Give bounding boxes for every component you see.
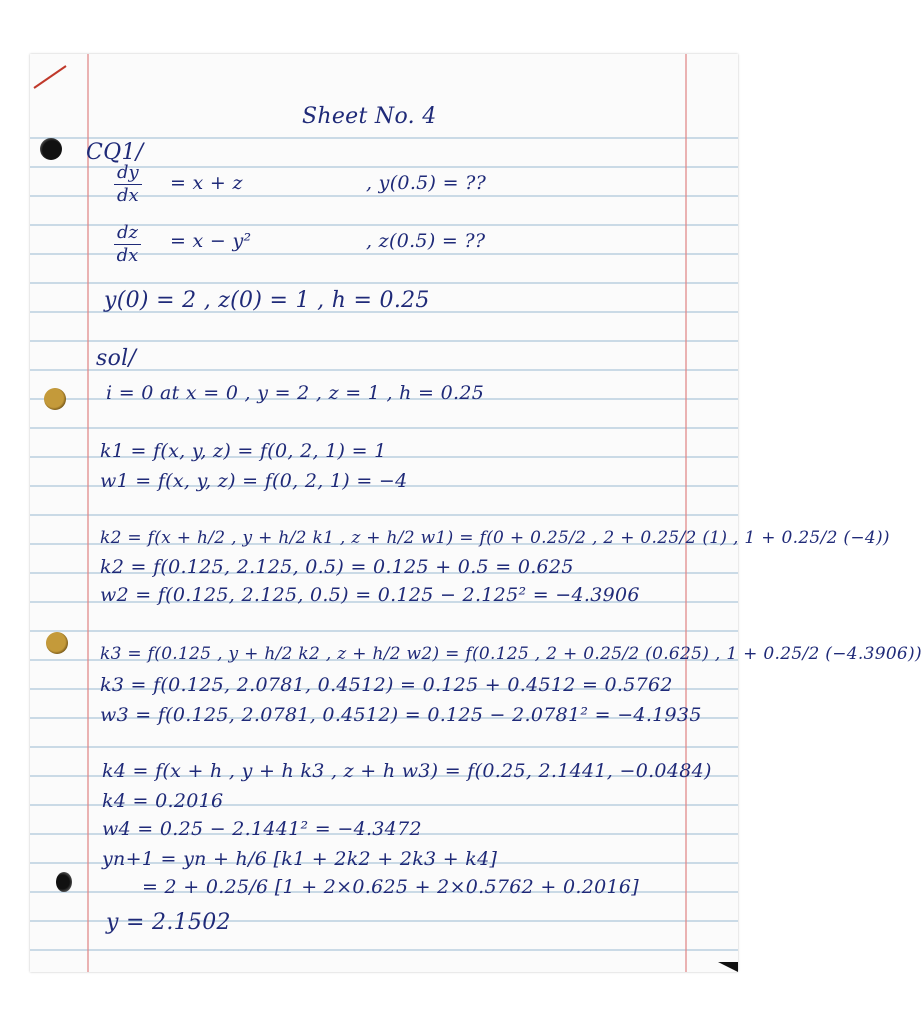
w2-value: w2 = f(0.125, 2.125, 0.5) = 0.125 − 2.125² = −4.3906 bbox=[100, 584, 640, 606]
dx-denominator-2: dx bbox=[116, 245, 139, 266]
sheet-title: Sheet No. 4 bbox=[302, 104, 437, 129]
k3-definition: k3 = f(0.125 , y + h/2 k2 , z + h/2 w2) = f(0.125 , 2 + 0.25/2 (0.625) , 1 + 0.25/2 (−4.3906)) bbox=[100, 644, 922, 664]
final-result: y = 2.1502 bbox=[106, 910, 231, 935]
k3-value: k3 = f(0.125, 2.0781, 0.4512) = 0.125 + 0.4512 = 0.5762 bbox=[100, 674, 673, 696]
equation-2-initial: , z(0.5) = ?? bbox=[366, 230, 486, 252]
k2-value: k2 = f(0.125, 2.125, 0.5) = 0.125 + 0.5 = 0.625 bbox=[100, 556, 574, 578]
w4-value: w4 = 0.25 − 2.1441² = −4.3472 bbox=[102, 818, 422, 840]
question-label: CQ1/ bbox=[86, 140, 144, 165]
dy-dx-fraction bbox=[114, 162, 142, 207]
k4-value: k4 = 0.2016 bbox=[102, 790, 224, 812]
binder-hole-2 bbox=[44, 388, 66, 410]
k2-definition: k2 = f(x + h/2 , y + h/2 k1 , z + h/2 w1) = f(0 + 0.25/2 , 2 + 0.25/2 (1) , 1 + 0.25/2 (−4)) bbox=[100, 528, 890, 548]
solution-label: sol/ bbox=[96, 346, 137, 371]
equation-2-rhs: = x − y² bbox=[170, 230, 252, 252]
w3-value: w3 = f(0.125, 2.0781, 0.4512) = 0.125 − 2.0781² = −4.1935 bbox=[100, 704, 702, 726]
binder-hole-3 bbox=[46, 632, 68, 654]
equation-1-rhs: = x + z bbox=[170, 172, 243, 194]
rk4-substitution: = 2 + 0.25/6 [1 + 2×0.625 + 2×0.5762 + 0.2016] bbox=[142, 876, 639, 898]
initial-conditions: y(0) = 2 , z(0) = 1 , h = 0.25 bbox=[104, 288, 430, 313]
rk4-formula: yn+1 = yn + h/6 [k1 + 2k2 + 2k3 + k4] bbox=[102, 848, 498, 870]
dz-dx-fraction bbox=[114, 222, 141, 267]
dz-numerator: dz bbox=[114, 222, 141, 245]
w1-line: w1 = f(x, y, z) = f(0, 2, 1) = −4 bbox=[100, 470, 408, 492]
binder-hole-4 bbox=[56, 872, 72, 892]
step-zero: i = 0 at x = 0 , y = 2 , z = 1 , h = 0.25 bbox=[106, 382, 485, 404]
equation-1-initial: , y(0.5) = ?? bbox=[366, 172, 487, 194]
dy-numerator: dy bbox=[114, 162, 142, 185]
binder-hole-1 bbox=[40, 138, 62, 160]
dx-denominator: dx bbox=[117, 185, 139, 206]
notebook-page bbox=[30, 54, 922, 972]
k4-definition: k4 = f(x + h , y + h k3 , z + h w3) = f(0.25, 2.1441, −0.0484) bbox=[102, 760, 712, 782]
k1-line: k1 = f(x, y, z) = f(0, 2, 1) = 1 bbox=[100, 440, 387, 462]
